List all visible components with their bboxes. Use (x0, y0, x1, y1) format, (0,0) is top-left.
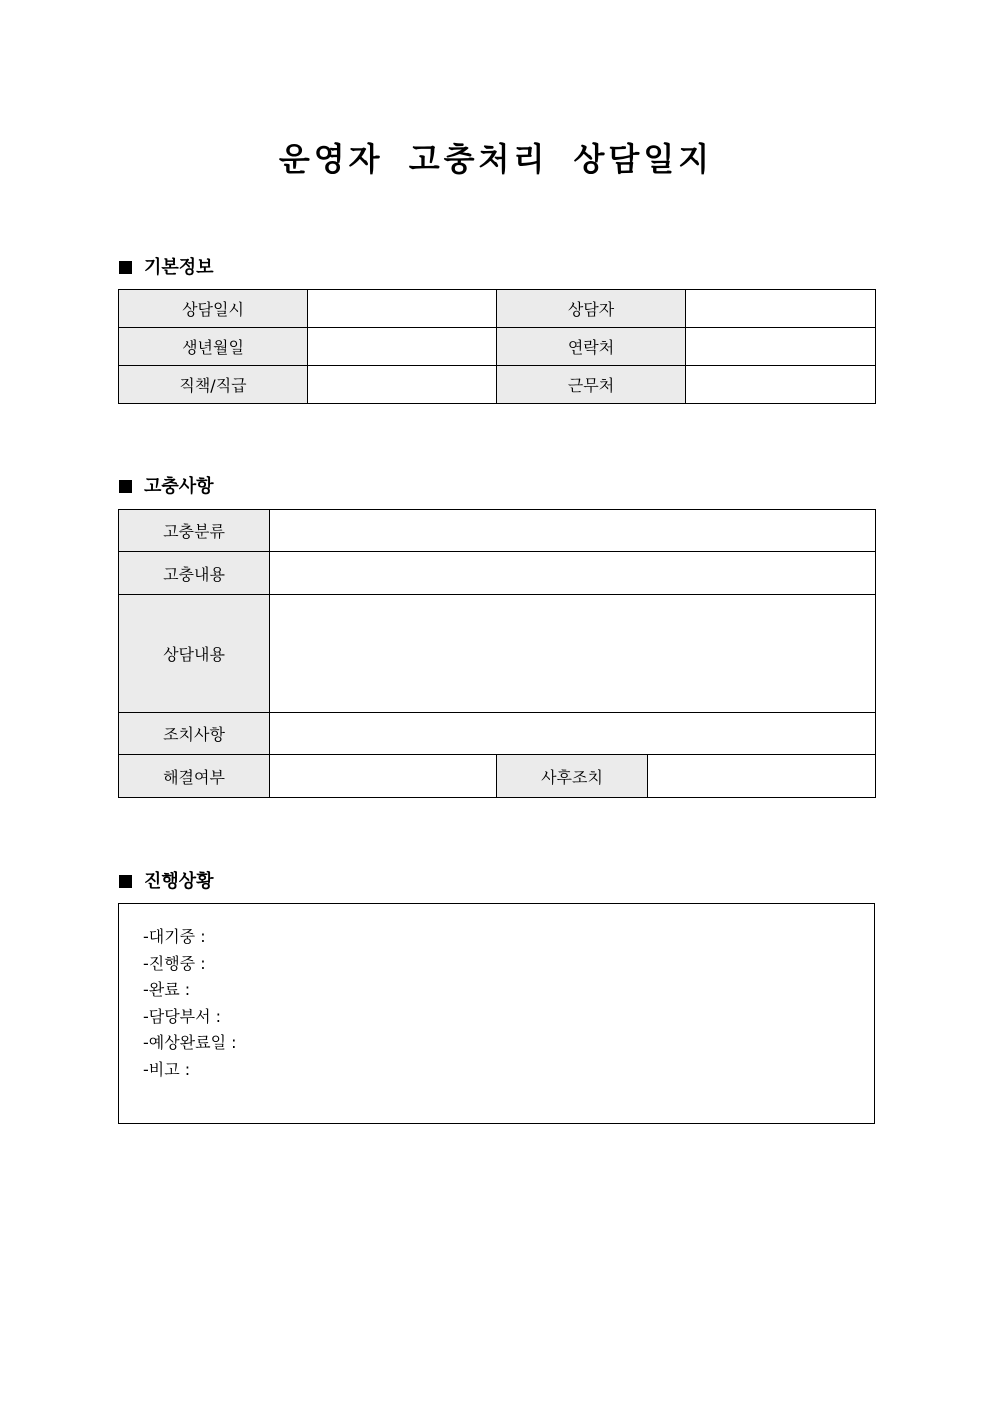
list-item: -비고 : (143, 1059, 191, 1079)
label-consult-content: 상담내용 (119, 595, 270, 713)
list-item: -예상완료일 : (143, 1033, 237, 1053)
page-title: 운영자 고충처리 상담일지 (278, 140, 714, 178)
action-taken-field[interactable] (270, 713, 876, 755)
list-item: -완료 : (143, 980, 191, 1000)
contact-field[interactable] (686, 328, 876, 366)
section-heading-progress-label: 진행상황 (144, 871, 214, 892)
label-position: 직책/직급 (119, 366, 308, 404)
label-followup: 사후조치 (497, 755, 648, 798)
position-field[interactable] (308, 366, 497, 404)
label-contact: 연락처 (497, 328, 686, 366)
list-item: -대기중 : (143, 927, 206, 946)
workplace-field[interactable] (686, 366, 876, 404)
list-item: -진행중 : (143, 953, 206, 973)
progress-box[interactable] (118, 903, 875, 1124)
table-row (119, 366, 876, 404)
table-row (119, 328, 876, 366)
grievance-content-field[interactable] (270, 552, 876, 595)
label-resolved: 해결여부 (119, 755, 270, 798)
table-row (119, 713, 876, 755)
label-grievance-content: 고충내용 (119, 552, 270, 595)
grievance-category-field[interactable] (270, 510, 876, 552)
consult-content-field[interactable] (270, 595, 876, 713)
label-birthdate: 생년월일 (119, 328, 308, 366)
basic-info-table (118, 289, 876, 404)
birthdate-field[interactable] (308, 328, 497, 366)
table-row (119, 755, 876, 798)
list-item: -담당부서 : (143, 1006, 222, 1026)
resolved-field[interactable] (270, 755, 497, 798)
followup-field[interactable] (648, 755, 876, 798)
grievance-table (118, 509, 876, 798)
table-row (119, 290, 876, 328)
label-consult-date: 상담일시 (119, 290, 308, 328)
section-heading-basic (119, 253, 214, 279)
square-bullet-icon (119, 480, 132, 493)
table-row (119, 552, 876, 595)
section-heading-progress (119, 867, 214, 893)
section-heading-basic-label: 기본정보 (144, 257, 214, 278)
consult-date-field[interactable] (308, 290, 497, 328)
table-row (119, 510, 876, 552)
label-action-taken: 조치사항 (119, 713, 270, 755)
section-heading-grievance (119, 472, 214, 498)
label-workplace: 근무처 (497, 366, 686, 404)
square-bullet-icon (119, 875, 132, 888)
counselor-field[interactable] (686, 290, 876, 328)
label-counselor: 상담자 (497, 290, 686, 328)
section-heading-grievance-label: 고충사항 (144, 476, 214, 497)
table-row (119, 595, 876, 713)
progress-list (119, 904, 874, 1084)
label-grievance-category: 고충분류 (119, 510, 270, 552)
square-bullet-icon (119, 261, 132, 274)
